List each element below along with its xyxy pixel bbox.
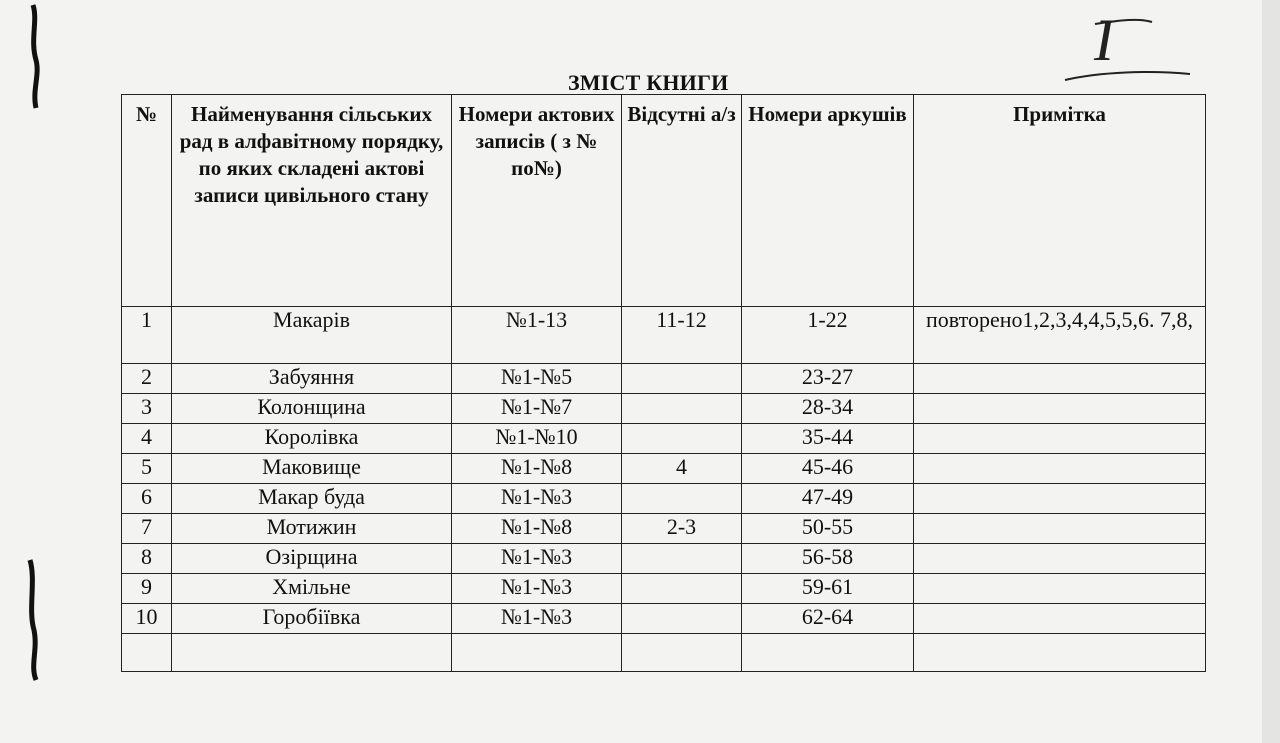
row-note — [914, 544, 1206, 574]
folio-underline — [1065, 72, 1190, 80]
row-missing — [622, 424, 742, 454]
row-sheets: 45-46 — [742, 454, 914, 484]
row-number: 2 — [122, 364, 172, 394]
row-note — [914, 394, 1206, 424]
row-act-range: №1-13 — [452, 307, 622, 364]
row-note — [914, 424, 1206, 454]
empty-cell — [172, 634, 452, 672]
row-sheets: 56-58 — [742, 544, 914, 574]
row-number: 8 — [122, 544, 172, 574]
row-act-range: №1-№3 — [452, 604, 622, 634]
row-sheets: 50-55 — [742, 514, 914, 544]
empty-cell — [622, 634, 742, 672]
row-act-range: №1-№8 — [452, 454, 622, 484]
contents-table — [121, 94, 1206, 672]
row-number: 4 — [122, 424, 172, 454]
empty-cell — [122, 634, 172, 672]
row-council-name: Колонщина — [172, 394, 452, 424]
row-act-range: №1-№3 — [452, 574, 622, 604]
binding-mark-bottom — [30, 560, 36, 680]
empty-cell — [452, 634, 622, 672]
row-number: 7 — [122, 514, 172, 544]
row-sheets: 28-34 — [742, 394, 914, 424]
row-note — [914, 454, 1206, 484]
row-council-name: Горобіївка — [172, 604, 452, 634]
table-row — [122, 454, 1206, 484]
row-sheets: 1-22 — [742, 307, 914, 364]
header-number: № — [122, 95, 172, 307]
table-row — [122, 364, 1206, 394]
table-row — [122, 574, 1206, 604]
table-row — [122, 424, 1206, 454]
row-number: 5 — [122, 454, 172, 484]
folio-handwritten-mark: I — [1094, 7, 1114, 73]
row-number: 1 — [122, 307, 172, 364]
row-act-range: №1-№7 — [452, 394, 622, 424]
row-sheets: 35-44 — [742, 424, 914, 454]
row-note — [914, 484, 1206, 514]
row-council-name: Хмільне — [172, 574, 452, 604]
row-council-name: Маковище — [172, 454, 452, 484]
row-council-name: Озірщина — [172, 544, 452, 574]
row-number: 3 — [122, 394, 172, 424]
header-village-council: Найменування сільських рад в алфавітному порядку, по яких складені актові записи цивільного стану — [172, 95, 452, 307]
row-note — [914, 604, 1206, 634]
row-missing — [622, 484, 742, 514]
table-row-empty — [122, 634, 1206, 672]
row-note — [914, 514, 1206, 544]
row-council-name: Макарів — [172, 307, 452, 364]
table-row — [122, 514, 1206, 544]
table-header-row — [122, 95, 1206, 307]
row-act-range: №1-№5 — [452, 364, 622, 394]
header-missing-acts: Відсутні а/з — [622, 95, 742, 307]
row-note — [914, 364, 1206, 394]
row-missing: 2-3 — [622, 514, 742, 544]
table-row — [122, 604, 1206, 634]
binding-mark-top — [33, 5, 37, 108]
row-sheets: 59-61 — [742, 574, 914, 604]
table-row — [122, 544, 1206, 574]
row-missing: 11-12 — [622, 307, 742, 364]
row-council-name: Королівка — [172, 424, 452, 454]
document-title: ЗМІСТ КНИГИ — [568, 70, 729, 95]
row-note: повторено1,2,3,4,4,5,5,6. 7,8, — [914, 307, 1206, 364]
row-act-range: №1-№8 — [452, 514, 622, 544]
row-missing — [622, 604, 742, 634]
row-note — [914, 574, 1206, 604]
row-missing: 4 — [622, 454, 742, 484]
row-council-name: Мотижин — [172, 514, 452, 544]
row-sheets: 47-49 — [742, 484, 914, 514]
row-sheets: 62-64 — [742, 604, 914, 634]
row-number: 9 — [122, 574, 172, 604]
row-act-range: №1-№10 — [452, 424, 622, 454]
row-act-range: №1-№3 — [452, 484, 622, 514]
row-act-range: №1-№3 — [452, 544, 622, 574]
header-sheet-numbers: Номери аркушів — [742, 95, 914, 307]
table-row — [122, 307, 1206, 364]
row-missing — [622, 544, 742, 574]
row-missing — [622, 394, 742, 424]
row-missing — [622, 574, 742, 604]
table-row — [122, 484, 1206, 514]
header-act-numbers: Номери актових записів ( з № по№) — [452, 95, 622, 307]
empty-cell — [914, 634, 1206, 672]
header-note: Примітка — [914, 95, 1206, 307]
row-number: 10 — [122, 604, 172, 634]
table-row — [122, 394, 1206, 424]
row-missing — [622, 364, 742, 394]
row-number: 6 — [122, 484, 172, 514]
row-council-name: Забуяння — [172, 364, 452, 394]
row-sheets: 23-27 — [742, 364, 914, 394]
row-council-name: Макар буда — [172, 484, 452, 514]
empty-cell — [742, 634, 914, 672]
